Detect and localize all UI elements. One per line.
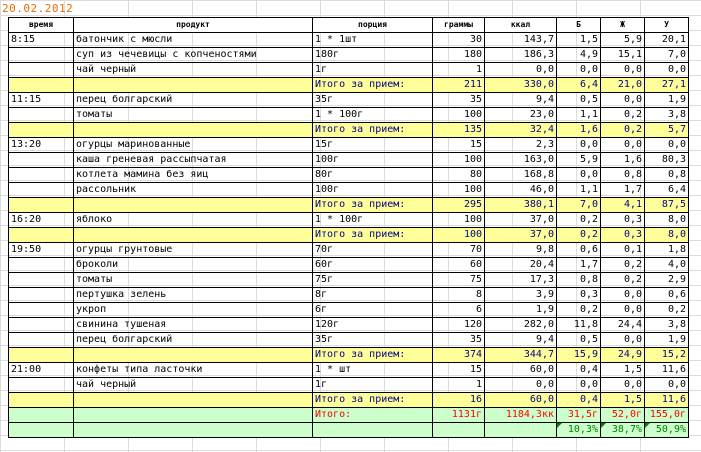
carbs-cell[interactable]: 0,6	[645, 288, 689, 303]
subtotal-label[interactable]: Итого за прием:	[313, 393, 433, 408]
fat-cell[interactable]: 15,1	[601, 48, 645, 63]
portion-cell[interactable]: 100г	[313, 153, 433, 168]
food-row	[9, 303, 689, 318]
carbs-cell[interactable]: 1,9	[645, 93, 689, 108]
protein-total-cell[interactable]: 15,9	[557, 348, 601, 363]
carbs-cell[interactable]: 0,0	[645, 63, 689, 78]
protein-total-cell[interactable]: 31,5г	[557, 408, 601, 423]
fat-cell[interactable]: 0,0	[601, 378, 645, 393]
product-cell[interactable]: конфеты типа ласточки	[74, 363, 313, 378]
subtotal-label[interactable]: Итого за прием:	[313, 198, 433, 213]
time-cell[interactable]	[9, 153, 74, 168]
food-row	[9, 243, 689, 258]
empty-cell[interactable]	[74, 423, 313, 438]
product-cell[interactable]: томаты	[74, 108, 313, 123]
time-cell[interactable]: 21:00	[9, 363, 74, 378]
protein-cell[interactable]: 0,8	[557, 273, 601, 288]
fat-total-cell[interactable]: 4,1	[601, 198, 645, 213]
grams-cell[interactable]: 100	[433, 213, 485, 228]
grams-cell[interactable]: 1	[433, 378, 485, 393]
food-row	[9, 168, 689, 183]
protein-total-cell[interactable]: 1,6	[557, 123, 601, 138]
fat-total-cell[interactable]: 21,0	[601, 78, 645, 93]
empty-cell[interactable]	[9, 123, 74, 138]
product-cell[interactable]: перец болгарский	[74, 93, 313, 108]
error-indicator-icon	[601, 423, 606, 428]
protein-cell[interactable]: 0,2	[557, 303, 601, 318]
kcal-total-cell[interactable]: 37,0	[485, 228, 557, 243]
time-cell[interactable]: 11:15	[9, 93, 74, 108]
fat-cell[interactable]: 0,0	[601, 303, 645, 318]
food-row	[9, 138, 689, 153]
carbs-total-cell[interactable]: 27,1	[645, 78, 689, 93]
header-row	[9, 18, 689, 33]
protein-total-cell[interactable]: 6,4	[557, 78, 601, 93]
empty-cell[interactable]	[74, 408, 313, 423]
carbs-cell[interactable]: 3,8	[645, 108, 689, 123]
carbs-total-cell[interactable]: 155,0г	[645, 408, 689, 423]
protein-cell[interactable]: 1,1	[557, 108, 601, 123]
grams-cell[interactable]: 70	[433, 243, 485, 258]
portion-cell[interactable]: 1г	[313, 63, 433, 78]
meal-subtotal-row	[9, 228, 689, 243]
kcal-cell[interactable]: 143,7	[485, 33, 557, 48]
grams-cell[interactable]: 100	[433, 153, 485, 168]
grams-cell[interactable]: 120	[433, 318, 485, 333]
grams-cell[interactable]: 15	[433, 138, 485, 153]
fat-cell[interactable]: 0,0	[601, 138, 645, 153]
kcal-total-cell[interactable]: 60,0	[485, 393, 557, 408]
product-cell[interactable]: укроп	[74, 303, 313, 318]
empty-cell[interactable]	[9, 78, 74, 93]
portion-cell[interactable]: 120г	[313, 318, 433, 333]
time-cell[interactable]	[9, 303, 74, 318]
carbs-cell[interactable]: 20,1	[645, 33, 689, 48]
fat-cell[interactable]: 0,0	[601, 63, 645, 78]
kcal-total-cell[interactable]: 1184,3кк	[485, 408, 557, 423]
meal-subtotal-row	[9, 348, 689, 363]
fat-total-cell[interactable]: 0,3	[601, 228, 645, 243]
time-cell[interactable]: 19:50	[9, 243, 74, 258]
carbs-cell[interactable]: 7,0	[645, 48, 689, 63]
empty-cell[interactable]	[9, 393, 74, 408]
grams-total-cell[interactable]: 374	[433, 348, 485, 363]
kcal-cell[interactable]: 46,0	[485, 183, 557, 198]
time-cell[interactable]	[9, 318, 74, 333]
time-cell[interactable]	[9, 108, 74, 123]
kcal-cell[interactable]: 2,3	[485, 138, 557, 153]
header-kcal[interactable]: ккал	[485, 18, 557, 33]
food-row	[9, 48, 689, 63]
kcal-cell[interactable]: 163,0	[485, 153, 557, 168]
carbs-cell[interactable]: 2,9	[645, 273, 689, 288]
meal-subtotal-row	[9, 123, 689, 138]
portion-cell[interactable]: 80г	[313, 168, 433, 183]
empty-cell[interactable]	[433, 423, 485, 438]
food-row	[9, 153, 689, 168]
kcal-cell[interactable]: 37,0	[485, 213, 557, 228]
product-cell[interactable]: чай черный	[74, 63, 313, 78]
protein-cell[interactable]: 0,4	[557, 363, 601, 378]
product-cell[interactable]: броколи	[74, 258, 313, 273]
empty-cell[interactable]	[74, 393, 313, 408]
kcal-cell[interactable]: 282,0	[485, 318, 557, 333]
time-cell[interactable]	[9, 258, 74, 273]
product-cell[interactable]: яблоко	[74, 213, 313, 228]
portion-cell[interactable]: 70г	[313, 243, 433, 258]
carbs-cell[interactable]: 0,0	[645, 378, 689, 393]
portion-cell[interactable]: 100г	[313, 183, 433, 198]
carbs-cell[interactable]: 0,2	[645, 303, 689, 318]
macro-percent-row	[9, 423, 689, 438]
header-portion[interactable]: порция	[313, 18, 433, 33]
fat-cell[interactable]: 0,2	[601, 258, 645, 273]
portion-cell[interactable]: 60г	[313, 258, 433, 273]
empty-cell[interactable]	[74, 348, 313, 363]
portion-cell[interactable]: 6г	[313, 303, 433, 318]
portion-cell[interactable]: 180г	[313, 48, 433, 63]
time-cell[interactable]	[9, 333, 74, 348]
grams-cell[interactable]: 35	[433, 93, 485, 108]
protein-cell[interactable]: 0,5	[557, 93, 601, 108]
food-row	[9, 273, 689, 288]
kcal-total-cell[interactable]: 330,0	[485, 78, 557, 93]
grams-cell[interactable]: 15	[433, 363, 485, 378]
time-cell[interactable]	[9, 168, 74, 183]
product-cell[interactable]: суп из чечевицы с копченостями	[74, 48, 313, 63]
grams-cell[interactable]: 100	[433, 183, 485, 198]
protein-total-cell[interactable]: 7,0	[557, 198, 601, 213]
header-carbs[interactable]: У	[645, 18, 689, 33]
portion-cell[interactable]: 8г	[313, 288, 433, 303]
kcal-cell[interactable]: 3,9	[485, 288, 557, 303]
meal-subtotal-row	[9, 198, 689, 213]
protein-total-cell[interactable]: 0,2	[557, 228, 601, 243]
carbs-cell[interactable]: 3,8	[645, 318, 689, 333]
grams-total-cell[interactable]: 100	[433, 228, 485, 243]
food-row	[9, 183, 689, 198]
food-row	[9, 288, 689, 303]
grams-cell[interactable]: 80	[433, 168, 485, 183]
subtotal-label[interactable]: Итого за прием:	[313, 123, 433, 138]
percent-value: 10,3%	[567, 424, 598, 435]
empty-cell[interactable]	[74, 123, 313, 138]
fat-percent-cell[interactable]	[601, 423, 645, 438]
fat-cell[interactable]: 0,1	[601, 243, 645, 258]
protein-cell[interactable]: 0,0	[557, 168, 601, 183]
carbs-cell[interactable]: 1,8	[645, 243, 689, 258]
carbs-total-cell[interactable]: 87,5	[645, 198, 689, 213]
protein-cell[interactable]: 1,7	[557, 258, 601, 273]
carbs-cell[interactable]: 6,4	[645, 183, 689, 198]
time-cell[interactable]	[9, 378, 74, 393]
product-cell[interactable]: каша греневая рассыпчатая	[74, 153, 313, 168]
kcal-cell[interactable]: 9,4	[485, 93, 557, 108]
product-cell[interactable]: батончик с мюсли	[74, 33, 313, 48]
kcal-cell[interactable]: 9,4	[485, 333, 557, 348]
kcal-cell[interactable]: 168,8	[485, 168, 557, 183]
food-row	[9, 93, 689, 108]
time-cell[interactable]: 13:20	[9, 138, 74, 153]
carbs-cell[interactable]: 8,0	[645, 213, 689, 228]
header-fat[interactable]: Ж	[601, 18, 645, 33]
kcal-cell[interactable]: 186,3	[485, 48, 557, 63]
grams-cell[interactable]: 8	[433, 288, 485, 303]
time-cell[interactable]	[9, 63, 74, 78]
carbs-cell[interactable]: 80,3	[645, 153, 689, 168]
fat-cell[interactable]: 0,2	[601, 273, 645, 288]
protein-cell[interactable]: 0,0	[557, 63, 601, 78]
kcal-cell[interactable]: 1,9	[485, 303, 557, 318]
grams-cell[interactable]: 180	[433, 48, 485, 63]
grams-cell[interactable]: 100	[433, 108, 485, 123]
protein-cell[interactable]: 0,6	[557, 243, 601, 258]
fat-cell[interactable]: 1,7	[601, 183, 645, 198]
fat-cell[interactable]: 0,0	[601, 93, 645, 108]
grams-cell[interactable]: 1	[433, 63, 485, 78]
food-row	[9, 378, 689, 393]
grams-total-cell[interactable]: 16	[433, 393, 485, 408]
day-total-row	[9, 408, 689, 423]
grams-total-cell[interactable]: 135	[433, 123, 485, 138]
grams-cell[interactable]: 75	[433, 273, 485, 288]
protein-cell[interactable]: 0,2	[557, 213, 601, 228]
food-row	[9, 333, 689, 348]
grams-cell[interactable]: 6	[433, 303, 485, 318]
kcal-cell[interactable]: 17,3	[485, 273, 557, 288]
portion-cell[interactable]: 1 * 1шт	[313, 33, 433, 48]
portion-cell[interactable]: 1 * 100г	[313, 108, 433, 123]
kcal-cell[interactable]: 0,0	[485, 63, 557, 78]
grams-cell[interactable]: 60	[433, 258, 485, 273]
food-row	[9, 33, 689, 48]
empty-cell[interactable]	[9, 348, 74, 363]
kcal-total-cell[interactable]: 380,1	[485, 198, 557, 213]
protein-cell[interactable]: 11,8	[557, 318, 601, 333]
kcal-cell[interactable]: 20,4	[485, 258, 557, 273]
grams-total-cell[interactable]: 295	[433, 198, 485, 213]
time-cell[interactable]	[9, 183, 74, 198]
carbs-total-cell[interactable]: 8,0	[645, 228, 689, 243]
protein-percent-cell[interactable]	[557, 423, 601, 438]
header-grams[interactable]: граммы	[433, 18, 485, 33]
kcal-total-cell[interactable]: 344,7	[485, 348, 557, 363]
product-cell[interactable]: чай черный	[74, 378, 313, 393]
product-cell[interactable]: рассольник	[74, 183, 313, 198]
carbs-cell[interactable]: 1,9	[645, 333, 689, 348]
portion-cell[interactable]: 1 * шт	[313, 363, 433, 378]
protein-cell[interactable]: 5,9	[557, 153, 601, 168]
date-cell[interactable]: 20.02.2012	[2, 2, 74, 15]
portion-cell[interactable]: 35г	[313, 93, 433, 108]
carbs-total-cell[interactable]: 5,7	[645, 123, 689, 138]
food-row	[9, 213, 689, 228]
kcal-cell[interactable]: 60,0	[485, 363, 557, 378]
protein-cell[interactable]: 0,3	[557, 288, 601, 303]
percent-value: 38,7%	[611, 424, 642, 435]
product-cell[interactable]: свинина тушеная	[74, 318, 313, 333]
food-row	[9, 258, 689, 273]
protein-cell[interactable]: 0,0	[557, 138, 601, 153]
kcal-total-cell[interactable]: 32,4	[485, 123, 557, 138]
subtotal-label[interactable]: Итого:	[313, 408, 433, 423]
empty-cell[interactable]	[74, 228, 313, 243]
carbs-percent-cell[interactable]	[645, 423, 689, 438]
fat-cell[interactable]: 0,3	[601, 213, 645, 228]
fat-cell[interactable]: 0,0	[601, 333, 645, 348]
portion-cell[interactable]: 1 * 100г	[313, 213, 433, 228]
subtotal-label[interactable]: Итого за прием:	[313, 228, 433, 243]
empty-cell[interactable]	[313, 423, 433, 438]
grams-cell[interactable]: 30	[433, 33, 485, 48]
product-cell[interactable]: перец болгарский	[74, 333, 313, 348]
time-cell[interactable]	[9, 48, 74, 63]
empty-cell[interactable]	[9, 408, 74, 423]
portion-cell[interactable]: 1г	[313, 378, 433, 393]
fat-cell[interactable]: 24,4	[601, 318, 645, 333]
error-indicator-icon	[557, 423, 562, 428]
fat-cell[interactable]: 1,6	[601, 153, 645, 168]
time-cell[interactable]: 16:20	[9, 213, 74, 228]
food-row	[9, 63, 689, 78]
grams-total-cell[interactable]: 1131г	[433, 408, 485, 423]
empty-cell[interactable]	[74, 78, 313, 93]
subtotal-label[interactable]: Итого за прием:	[313, 348, 433, 363]
fat-cell[interactable]: 5,9	[601, 33, 645, 48]
carbs-cell[interactable]: 11,6	[645, 363, 689, 378]
fat-total-cell[interactable]: 0,2	[601, 123, 645, 138]
error-indicator-icon	[645, 423, 650, 428]
header-product[interactable]: продукт	[74, 18, 313, 33]
time-cell[interactable]: 8:15	[9, 33, 74, 48]
percent-value: 50,9%	[655, 424, 686, 435]
protein-cell[interactable]: 1,5	[557, 33, 601, 48]
product-cell[interactable]: пертушка зелень	[74, 288, 313, 303]
fat-cell[interactable]: 0,8	[601, 168, 645, 183]
meal-subtotal-row	[9, 393, 689, 408]
fat-cell[interactable]: 0,0	[601, 288, 645, 303]
empty-cell[interactable]	[9, 198, 74, 213]
meal-subtotal-row	[9, 78, 689, 93]
product-cell[interactable]: огурцы грунтовые	[74, 243, 313, 258]
protein-cell[interactable]: 0,5	[557, 333, 601, 348]
carbs-total-cell[interactable]: 15,2	[645, 348, 689, 363]
fat-total-cell[interactable]: 24,9	[601, 348, 645, 363]
carbs-cell[interactable]: 0,8	[645, 168, 689, 183]
food-row	[9, 108, 689, 123]
protein-total-cell[interactable]: 0,4	[557, 393, 601, 408]
empty-cell[interactable]	[485, 423, 557, 438]
kcal-cell[interactable]: 23,0	[485, 108, 557, 123]
header-protein[interactable]: Б	[557, 18, 601, 33]
header-time[interactable]: время	[9, 18, 74, 33]
portion-cell[interactable]: 35г	[313, 333, 433, 348]
subtotal-label[interactable]: Итого за прием:	[313, 78, 433, 93]
carbs-cell[interactable]: 0,0	[645, 138, 689, 153]
product-cell[interactable]: котлета мамина без яиц	[74, 168, 313, 183]
time-cell[interactable]	[9, 273, 74, 288]
fat-total-cell[interactable]: 1,5	[601, 393, 645, 408]
kcal-cell[interactable]: 9,8	[485, 243, 557, 258]
food-diary-table	[8, 17, 689, 438]
protein-cell[interactable]: 0,0	[557, 378, 601, 393]
food-row	[9, 318, 689, 333]
portion-cell[interactable]: 75г	[313, 273, 433, 288]
carbs-cell[interactable]: 4,0	[645, 258, 689, 273]
product-cell[interactable]: томаты	[74, 273, 313, 288]
product-cell[interactable]: огурцы маринованные	[74, 138, 313, 153]
carbs-total-cell[interactable]: 11,6	[645, 393, 689, 408]
grams-total-cell[interactable]: 211	[433, 78, 485, 93]
fat-cell[interactable]: 0,2	[601, 108, 645, 123]
time-cell[interactable]	[9, 288, 74, 303]
protein-cell[interactable]: 4,9	[557, 48, 601, 63]
food-row	[9, 363, 689, 378]
empty-cell[interactable]	[74, 198, 313, 213]
fat-cell[interactable]: 1,5	[601, 363, 645, 378]
empty-cell[interactable]	[9, 423, 74, 438]
grams-cell[interactable]: 35	[433, 333, 485, 348]
portion-cell[interactable]: 15г	[313, 138, 433, 153]
empty-cell[interactable]	[9, 228, 74, 243]
kcal-cell[interactable]: 0,0	[485, 378, 557, 393]
protein-cell[interactable]: 1,1	[557, 183, 601, 198]
fat-total-cell[interactable]: 52,0г	[601, 408, 645, 423]
